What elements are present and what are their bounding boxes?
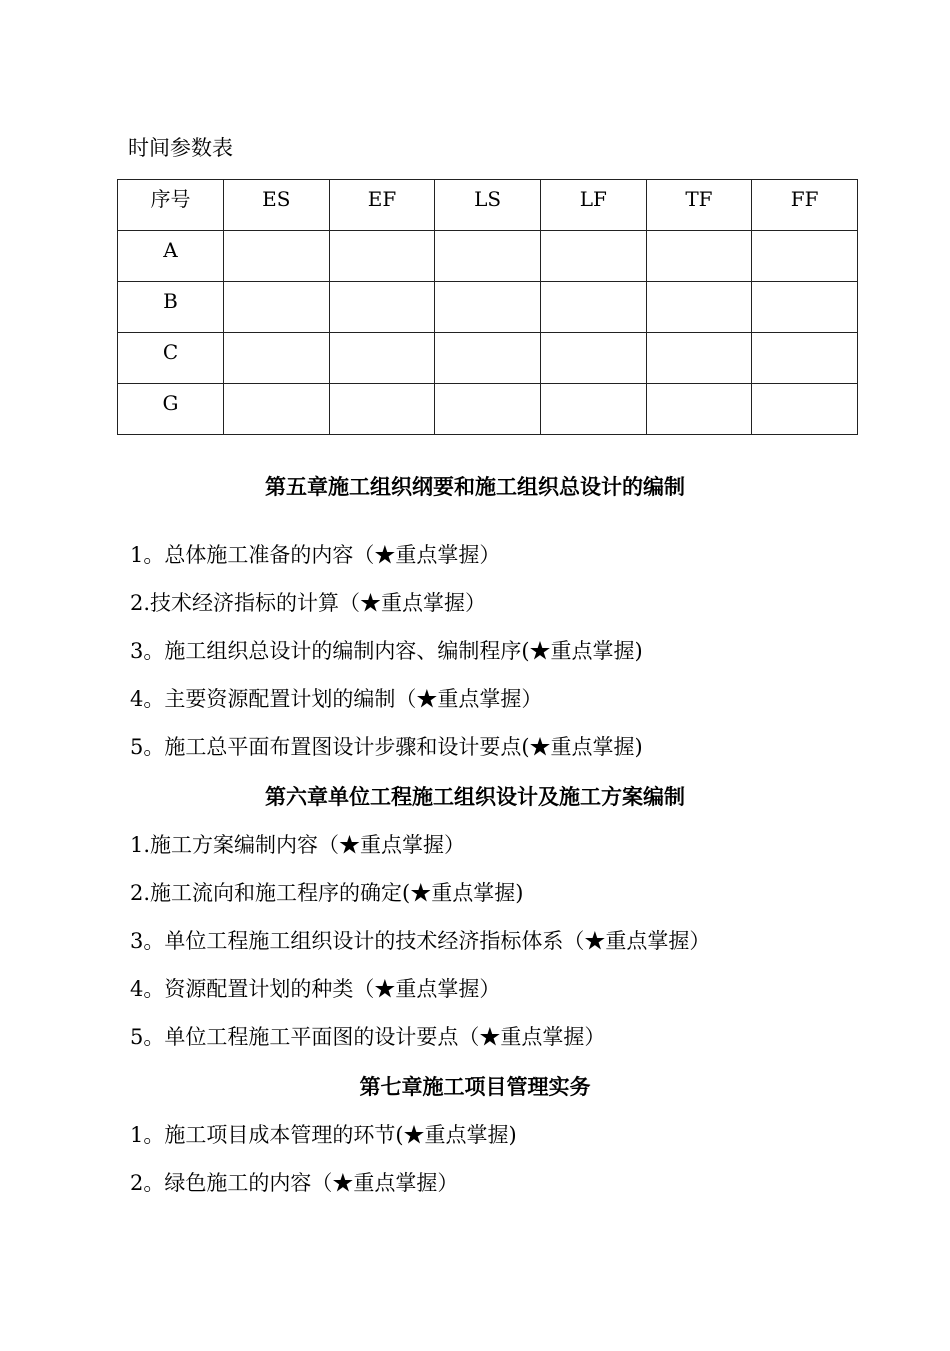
table-cell xyxy=(540,231,646,282)
table-cell xyxy=(329,333,435,384)
table-cell xyxy=(646,231,752,282)
table-row xyxy=(118,384,858,435)
table-cell xyxy=(646,282,752,333)
table-cell xyxy=(329,231,435,282)
header-cell-ff: FF xyxy=(752,180,858,231)
table-row xyxy=(118,231,858,282)
table-caption: 时间参数表 xyxy=(128,136,233,160)
table-cell xyxy=(752,333,858,384)
time-parameters-table xyxy=(117,179,858,435)
chapter-5-item-1: 1。总体施工准备的内容（★重点掌握） xyxy=(130,543,501,567)
table-cell xyxy=(435,282,541,333)
chapter-5-item-2: 2.技术经济指标的计算（★重点掌握） xyxy=(130,591,487,615)
table-cell: G xyxy=(118,384,224,435)
header-cell-ls: LS xyxy=(435,180,541,231)
table-header-row xyxy=(118,180,858,231)
table-cell xyxy=(646,384,752,435)
header-cell-lf: LF xyxy=(540,180,646,231)
chapter-5-item-3: 3。施工组织总设计的编制内容、编制程序(★重点掌握) xyxy=(130,639,643,663)
table-cell xyxy=(224,333,330,384)
table-cell xyxy=(329,384,435,435)
table-row xyxy=(118,282,858,333)
chapter-6-item-2: 2.施工流向和施工程序的确定(★重点掌握) xyxy=(130,881,524,905)
chapter-6-item-3: 3。单位工程施工组织设计的技术经济指标体系（★重点掌握） xyxy=(130,929,711,953)
header-cell-tf: TF xyxy=(646,180,752,231)
table-cell: A xyxy=(118,231,224,282)
table-row xyxy=(118,333,858,384)
chapter-7-item-2: 2。绿色施工的内容（★重点掌握） xyxy=(130,1171,459,1195)
table-cell xyxy=(329,282,435,333)
chapter-6-item-5: 5。单位工程施工平面图的设计要点（★重点掌握） xyxy=(130,1025,606,1049)
table-cell xyxy=(752,231,858,282)
table-cell xyxy=(435,333,541,384)
table-cell xyxy=(435,384,541,435)
chapter-6-item-4: 4。资源配置计划的种类（★重点掌握） xyxy=(130,977,501,1001)
header-cell-es: ES xyxy=(224,180,330,231)
table-cell xyxy=(224,231,330,282)
table-cell xyxy=(435,231,541,282)
chapter-7-title: 第七章施工项目管理实务 xyxy=(359,1074,591,1099)
table-cell xyxy=(646,333,752,384)
chapter-5-item-4: 4。主要资源配置计划的编制（★重点掌握） xyxy=(130,687,543,711)
table-cell: C xyxy=(118,333,224,384)
table-cell xyxy=(224,384,330,435)
table-cell xyxy=(540,333,646,384)
header-cell-index: 序号 xyxy=(118,180,224,231)
table-cell xyxy=(540,282,646,333)
table-cell: B xyxy=(118,282,224,333)
table-cell xyxy=(752,282,858,333)
chapter-5-item-5: 5。施工总平面布置图设计步骤和设计要点(★重点掌握) xyxy=(130,735,643,759)
chapter-7-item-1: 1。施工项目成本管理的环节(★重点掌握) xyxy=(130,1123,517,1147)
table-cell xyxy=(540,384,646,435)
chapter-6-item-1: 1.施工方案编制内容（★重点掌握） xyxy=(130,833,466,857)
header-cell-ef: EF xyxy=(329,180,435,231)
chapter-5-title: 第五章施工组织纲要和施工组织总设计的编制 xyxy=(265,474,685,499)
table-cell xyxy=(224,282,330,333)
chapter-6-title: 第六章单位工程施工组织设计及施工方案编制 xyxy=(265,784,685,809)
table-cell xyxy=(752,384,858,435)
